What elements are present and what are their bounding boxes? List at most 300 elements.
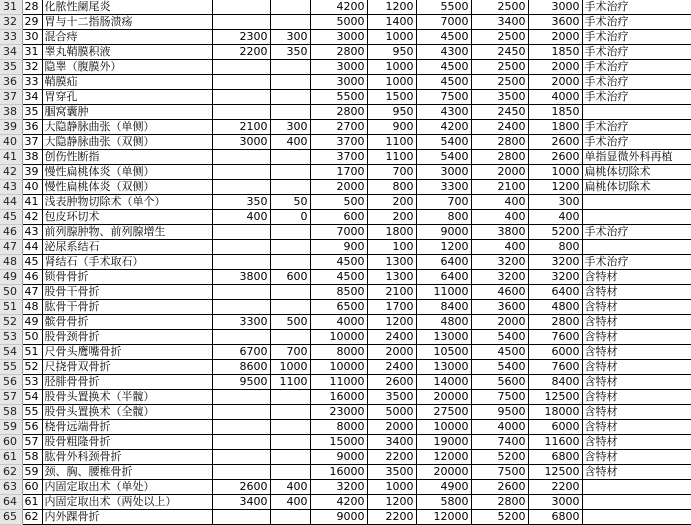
cell-value[interactable]: 56	[22, 420, 42, 435]
cell-value[interactable]	[212, 150, 270, 165]
cell-value[interactable]: 6000	[528, 345, 582, 360]
cell-value[interactable]: 3400	[471, 15, 528, 30]
cell-item-name[interactable]: 股骨干骨折	[42, 285, 212, 300]
cell-item-name[interactable]: 慢性扁桃体炎（双侧）	[42, 180, 212, 195]
cell-value[interactable]: 2600	[471, 480, 528, 495]
cell-value[interactable]: 4500	[416, 75, 471, 90]
cell-value[interactable]: 2800	[471, 135, 528, 150]
row-header[interactable]: 60	[0, 435, 22, 450]
cell-value[interactable]	[270, 405, 310, 420]
cell-value[interactable]: 1100	[270, 375, 310, 390]
cell-value[interactable]: 7500	[471, 465, 528, 480]
cell-value[interactable]: 1400	[367, 15, 416, 30]
cell-value[interactable]: 41	[22, 195, 42, 210]
cell-value[interactable]: 200	[367, 210, 416, 225]
cell-value[interactable]	[270, 510, 310, 525]
cell-value[interactable]	[212, 15, 270, 30]
cell-value[interactable]: 1000	[367, 60, 416, 75]
cell-value[interactable]: 2600	[212, 480, 270, 495]
cell-value[interactable]: 2600	[367, 375, 416, 390]
cell-value[interactable]: 5400	[471, 360, 528, 375]
cell-value[interactable]: 16000	[310, 390, 367, 405]
cell-value[interactable]: 1000	[367, 30, 416, 45]
cell-item-name[interactable]: 慢性扁桃体炎（单侧）	[42, 165, 212, 180]
cell-item-name[interactable]: 包皮环切术	[42, 210, 212, 225]
row-header[interactable]: 50	[0, 285, 22, 300]
cell-value[interactable]: 400	[270, 135, 310, 150]
cell-remark[interactable]: 手术治疗	[582, 255, 691, 270]
cell-value[interactable]	[270, 150, 310, 165]
row-header[interactable]: 46	[0, 225, 22, 240]
cell-remark[interactable]: 扁桃体切除术	[582, 180, 691, 195]
cell-remark[interactable]	[582, 495, 691, 510]
cell-value[interactable]: 5200	[528, 225, 582, 240]
cell-item-name[interactable]: 化脓性阑尾炎	[42, 0, 212, 15]
row-header[interactable]: 40	[0, 135, 22, 150]
cell-value[interactable]	[270, 255, 310, 270]
cell-value[interactable]: 1500	[367, 90, 416, 105]
cell-value[interactable]: 5800	[416, 495, 471, 510]
cell-value[interactable]: 31	[22, 45, 42, 60]
cell-value[interactable]: 2500	[471, 60, 528, 75]
cell-value[interactable]: 7500	[471, 390, 528, 405]
row-header[interactable]: 57	[0, 390, 22, 405]
cell-item-name[interactable]: 内固定取出术（两处以上）	[42, 495, 212, 510]
cell-value[interactable]: 950	[367, 105, 416, 120]
cell-value[interactable]: 9500	[471, 405, 528, 420]
cell-value[interactable]	[212, 435, 270, 450]
cell-value[interactable]	[270, 180, 310, 195]
cell-value[interactable]: 5500	[416, 0, 471, 15]
row-header[interactable]: 38	[0, 105, 22, 120]
cell-item-name[interactable]: 前列腺肿物、前列腺增生	[42, 225, 212, 240]
cell-value[interactable]: 2400	[471, 120, 528, 135]
cell-value[interactable]: 600	[270, 270, 310, 285]
cell-value[interactable]: 700	[416, 195, 471, 210]
row-header[interactable]: 37	[0, 90, 22, 105]
cell-item-name[interactable]: 锁骨骨折	[42, 270, 212, 285]
cell-remark[interactable]: 含特材	[582, 450, 691, 465]
cell-value[interactable]: 7400	[471, 435, 528, 450]
cell-value[interactable]: 400	[528, 210, 582, 225]
cell-value[interactable]: 34	[22, 90, 42, 105]
cell-value[interactable]: 2450	[471, 105, 528, 120]
cell-value[interactable]: 900	[367, 120, 416, 135]
cell-value[interactable]	[212, 300, 270, 315]
row-header[interactable]: 48	[0, 255, 22, 270]
cell-value[interactable]: 900	[310, 240, 367, 255]
cell-value[interactable]: 30	[22, 30, 42, 45]
cell-remark[interactable]: 手术治疗	[582, 225, 691, 240]
cell-value[interactable]: 6800	[528, 450, 582, 465]
cell-item-name[interactable]: 股骨头置换术（半髋）	[42, 390, 212, 405]
cell-item-name[interactable]: 股骨头置换术（全髋）	[42, 405, 212, 420]
cell-item-name[interactable]: 混合痔	[42, 30, 212, 45]
cell-value[interactable]: 1300	[367, 255, 416, 270]
cell-value[interactable]: 1200	[416, 240, 471, 255]
cell-value[interactable]: 2200	[528, 480, 582, 495]
cell-value[interactable]: 7600	[528, 330, 582, 345]
cell-value[interactable]: 4600	[471, 285, 528, 300]
cell-value[interactable]	[212, 255, 270, 270]
row-header[interactable]: 54	[0, 345, 22, 360]
cell-value[interactable]	[212, 225, 270, 240]
cell-value[interactable]: 3800	[212, 270, 270, 285]
cell-value[interactable]: 16000	[310, 465, 367, 480]
cell-value[interactable]: 3200	[528, 270, 582, 285]
cell-value[interactable]: 700	[367, 165, 416, 180]
cell-value[interactable]: 19000	[416, 435, 471, 450]
cell-value[interactable]: 33	[22, 75, 42, 90]
cell-value[interactable]: 4800	[416, 315, 471, 330]
cell-value[interactable]: 1000	[367, 75, 416, 90]
cell-value[interactable]: 2000	[367, 345, 416, 360]
cell-value[interactable]: 8500	[310, 285, 367, 300]
row-header[interactable]: 45	[0, 210, 22, 225]
cell-value[interactable]: 6400	[416, 255, 471, 270]
cell-value[interactable]: 800	[416, 210, 471, 225]
cell-item-name[interactable]: 大隐静脉曲张（双侧）	[42, 135, 212, 150]
cell-value[interactable]: 7000	[416, 15, 471, 30]
cell-value[interactable]: 5000	[367, 405, 416, 420]
cell-value[interactable]	[270, 60, 310, 75]
cell-item-name[interactable]: 尺骨头鹰嘴骨折	[42, 345, 212, 360]
cell-remark[interactable]: 手术治疗	[582, 45, 691, 60]
cell-value[interactable]	[212, 420, 270, 435]
cell-value[interactable]: 11600	[528, 435, 582, 450]
cell-remark[interactable]: 含特材	[582, 420, 691, 435]
cell-value[interactable]: 57	[22, 435, 42, 450]
cell-value[interactable]: 400	[270, 495, 310, 510]
cell-value[interactable]: 2000	[528, 60, 582, 75]
cell-remark[interactable]: 含特材	[582, 330, 691, 345]
cell-value[interactable]: 11000	[310, 375, 367, 390]
cell-value[interactable]: 12500	[528, 465, 582, 480]
cell-value[interactable]: 3500	[367, 390, 416, 405]
cell-item-name[interactable]: 肾结石（手术取石）	[42, 255, 212, 270]
cell-remark[interactable]: 手术治疗	[582, 120, 691, 135]
cell-value[interactable]: 3000	[310, 30, 367, 45]
cell-value[interactable]: 1850	[528, 105, 582, 120]
cell-value[interactable]: 2000	[471, 315, 528, 330]
cell-value[interactable]: 52	[22, 360, 42, 375]
cell-value[interactable]: 2100	[471, 180, 528, 195]
cell-value[interactable]: 6700	[212, 345, 270, 360]
cell-value[interactable]: 3400	[367, 435, 416, 450]
cell-value[interactable]: 800	[367, 180, 416, 195]
cell-item-name[interactable]: 颈、胸、腰椎骨折	[42, 465, 212, 480]
cell-value[interactable]: 2600	[528, 150, 582, 165]
cell-value[interactable]	[270, 0, 310, 15]
cell-value[interactable]: 5200	[471, 450, 528, 465]
cell-value[interactable]: 55	[22, 405, 42, 420]
cell-value[interactable]	[212, 180, 270, 195]
cell-remark[interactable]: 手术治疗	[582, 60, 691, 75]
cell-remark[interactable]: 手术治疗	[582, 30, 691, 45]
cell-value[interactable]: 4000	[528, 90, 582, 105]
cell-value[interactable]: 3000	[528, 495, 582, 510]
cell-remark[interactable]: 手术治疗	[582, 75, 691, 90]
cell-value[interactable]: 4000	[471, 420, 528, 435]
row-header[interactable]: 53	[0, 330, 22, 345]
row-header[interactable]: 47	[0, 240, 22, 255]
cell-value[interactable]: 12500	[528, 390, 582, 405]
cell-value[interactable]: 1800	[367, 225, 416, 240]
cell-value[interactable]	[270, 300, 310, 315]
cell-value[interactable]: 23000	[310, 405, 367, 420]
cell-remark[interactable]: 手术治疗	[582, 135, 691, 150]
cell-value[interactable]	[270, 465, 310, 480]
cell-value[interactable]: 5200	[471, 510, 528, 525]
cell-value[interactable]	[212, 0, 270, 15]
cell-value[interactable]: 6500	[310, 300, 367, 315]
row-header[interactable]: 64	[0, 495, 22, 510]
cell-item-name[interactable]: 股骨颈骨折	[42, 330, 212, 345]
cell-value[interactable]: 4200	[416, 120, 471, 135]
cell-value[interactable]	[212, 450, 270, 465]
row-header[interactable]: 59	[0, 420, 22, 435]
row-header[interactable]: 39	[0, 120, 22, 135]
cell-remark[interactable]: 单指显微外科再植	[582, 150, 691, 165]
cell-value[interactable]: 300	[528, 195, 582, 210]
cell-item-name[interactable]: 胃与十二指肠溃疡	[42, 15, 212, 30]
cell-value[interactable]: 500	[310, 195, 367, 210]
cell-value[interactable]: 6400	[416, 270, 471, 285]
cell-remark[interactable]: 扁桃体切除术	[582, 165, 691, 180]
cell-value[interactable]: 2000	[528, 30, 582, 45]
cell-value[interactable]	[212, 240, 270, 255]
cell-value[interactable]: 38	[22, 150, 42, 165]
row-header[interactable]: 33	[0, 30, 22, 45]
cell-value[interactable]: 600	[310, 210, 367, 225]
cell-value[interactable]: 58	[22, 450, 42, 465]
cell-value[interactable]: 800	[528, 240, 582, 255]
cell-value[interactable]: 5600	[471, 375, 528, 390]
cell-value[interactable]: 1000	[367, 480, 416, 495]
cell-remark[interactable]	[582, 210, 691, 225]
cell-value[interactable]: 4300	[416, 45, 471, 60]
cell-value[interactable]: 48	[22, 300, 42, 315]
cell-value[interactable]: 400	[212, 210, 270, 225]
cell-value[interactable]: 3000	[310, 60, 367, 75]
cell-value[interactable]	[270, 225, 310, 240]
cell-value[interactable]: 2400	[367, 360, 416, 375]
cell-remark[interactable]: 含特材	[582, 435, 691, 450]
cell-remark[interactable]	[582, 105, 691, 120]
row-header[interactable]: 34	[0, 45, 22, 60]
cell-value[interactable]: 1200	[367, 0, 416, 15]
cell-value[interactable]: 5000	[310, 15, 367, 30]
cell-remark[interactable]: 含特材	[582, 270, 691, 285]
cell-value[interactable]: 35	[22, 105, 42, 120]
cell-value[interactable]	[270, 330, 310, 345]
cell-remark[interactable]: 含特材	[582, 285, 691, 300]
cell-value[interactable]: 2000	[528, 75, 582, 90]
cell-value[interactable]: 32	[22, 60, 42, 75]
cell-value[interactable]	[212, 405, 270, 420]
cell-value[interactable]: 10000	[310, 330, 367, 345]
cell-value[interactable]: 400	[471, 210, 528, 225]
row-header[interactable]: 58	[0, 405, 22, 420]
cell-item-name[interactable]: 肱骨外科颈骨折	[42, 450, 212, 465]
cell-value[interactable]	[212, 285, 270, 300]
cell-value[interactable]: 9000	[416, 225, 471, 240]
cell-value[interactable]: 20000	[416, 390, 471, 405]
row-header[interactable]: 52	[0, 315, 22, 330]
cell-value[interactable]: 2450	[471, 45, 528, 60]
cell-value[interactable]: 4900	[416, 480, 471, 495]
row-header[interactable]: 35	[0, 60, 22, 75]
cell-value[interactable]: 1700	[367, 300, 416, 315]
cell-value[interactable]: 13000	[416, 360, 471, 375]
cell-remark[interactable]: 手术治疗	[582, 90, 691, 105]
cell-value[interactable]: 27500	[416, 405, 471, 420]
cell-value[interactable]: 2800	[310, 45, 367, 60]
cell-value[interactable]: 1100	[367, 135, 416, 150]
cell-item-name[interactable]: 桡骨远端骨折	[42, 420, 212, 435]
cell-remark[interactable]: 含特材	[582, 300, 691, 315]
cell-remark[interactable]: 含特材	[582, 315, 691, 330]
cell-value[interactable]	[270, 15, 310, 30]
cell-value[interactable]: 2100	[212, 120, 270, 135]
row-header[interactable]: 56	[0, 375, 22, 390]
cell-value[interactable]	[270, 435, 310, 450]
cell-value[interactable]: 1800	[528, 120, 582, 135]
cell-value[interactable]	[270, 90, 310, 105]
cell-value[interactable]: 7600	[528, 360, 582, 375]
cell-value[interactable]: 3000	[416, 165, 471, 180]
cell-value[interactable]: 2200	[367, 450, 416, 465]
cell-value[interactable]: 1000	[528, 165, 582, 180]
cell-value[interactable]: 62	[22, 510, 42, 525]
cell-value[interactable]: 40	[22, 180, 42, 195]
cell-value[interactable]: 4200	[310, 0, 367, 15]
row-header[interactable]: 41	[0, 150, 22, 165]
cell-value[interactable]: 9000	[310, 450, 367, 465]
cell-value[interactable]: 1200	[528, 180, 582, 195]
row-header[interactable]: 42	[0, 165, 22, 180]
cell-value[interactable]: 10000	[310, 360, 367, 375]
cell-value[interactable]: 3700	[310, 150, 367, 165]
cell-item-name[interactable]: 尺挠骨双骨折	[42, 360, 212, 375]
cell-value[interactable]: 44	[22, 240, 42, 255]
cell-value[interactable]	[270, 75, 310, 90]
cell-value[interactable]: 4500	[310, 270, 367, 285]
cell-value[interactable]: 3300	[212, 315, 270, 330]
cell-value[interactable]: 2200	[367, 510, 416, 525]
cell-value[interactable]: 2000	[367, 420, 416, 435]
cell-value[interactable]: 3000	[310, 75, 367, 90]
cell-value[interactable]: 11000	[416, 285, 471, 300]
cell-value[interactable]: 4000	[310, 315, 367, 330]
cell-value[interactable]: 1200	[367, 495, 416, 510]
cell-item-name[interactable]: 股骨粗隆骨折	[42, 435, 212, 450]
row-header[interactable]: 61	[0, 450, 22, 465]
cell-value[interactable]: 3200	[310, 480, 367, 495]
cell-value[interactable]: 3600	[528, 15, 582, 30]
cell-value[interactable]: 8000	[310, 420, 367, 435]
cell-value[interactable]: 3500	[471, 90, 528, 105]
cell-value[interactable]: 4800	[528, 300, 582, 315]
cell-value[interactable]: 12000	[416, 510, 471, 525]
cell-value[interactable]: 9500	[212, 375, 270, 390]
cell-item-name[interactable]: 肱骨干骨折	[42, 300, 212, 315]
cell-value[interactable]: 350	[270, 45, 310, 60]
cell-remark[interactable]: 含特材	[582, 375, 691, 390]
cell-value[interactable]: 10500	[416, 345, 471, 360]
cell-value[interactable]: 4500	[416, 30, 471, 45]
cell-value[interactable]	[270, 105, 310, 120]
cell-value[interactable]: 12000	[416, 450, 471, 465]
cell-value[interactable]: 6000	[528, 420, 582, 435]
cell-value[interactable]	[212, 90, 270, 105]
cell-remark[interactable]: 含特材	[582, 360, 691, 375]
cell-value[interactable]	[270, 390, 310, 405]
cell-value[interactable]: 3200	[528, 255, 582, 270]
cell-value[interactable]: 14000	[416, 375, 471, 390]
cell-value[interactable]: 400	[471, 240, 528, 255]
cell-remark[interactable]: 含特材	[582, 465, 691, 480]
cell-remark[interactable]: 手术治疗	[582, 15, 691, 30]
cell-value[interactable]: 39	[22, 165, 42, 180]
cell-value[interactable]: 1700	[310, 165, 367, 180]
cell-item-name[interactable]: 浅表肿物切除术（单个）	[42, 195, 212, 210]
cell-value[interactable]: 3800	[471, 225, 528, 240]
cell-value[interactable]: 8400	[528, 375, 582, 390]
cell-value[interactable]: 2800	[471, 495, 528, 510]
cell-value[interactable]: 4500	[416, 60, 471, 75]
cell-value[interactable]: 6400	[528, 285, 582, 300]
row-header[interactable]: 44	[0, 195, 22, 210]
cell-item-name[interactable]: 睾丸鞘膜积液	[42, 45, 212, 60]
cell-value[interactable]: 61	[22, 495, 42, 510]
cell-remark[interactable]	[582, 240, 691, 255]
cell-value[interactable]: 15000	[310, 435, 367, 450]
cell-value[interactable]: 950	[367, 45, 416, 60]
cell-value[interactable]: 50	[270, 195, 310, 210]
row-header[interactable]: 32	[0, 15, 22, 30]
cell-value[interactable]: 7000	[310, 225, 367, 240]
cell-item-name[interactable]: 髌骨骨折	[42, 315, 212, 330]
cell-remark[interactable]: 手术治疗	[582, 0, 691, 15]
cell-value[interactable]: 54	[22, 390, 42, 405]
cell-value[interactable]: 28	[22, 0, 42, 15]
row-header[interactable]: 43	[0, 180, 22, 195]
cell-item-name[interactable]: 胫腓骨骨折	[42, 375, 212, 390]
cell-value[interactable]: 200	[367, 195, 416, 210]
cell-value[interactable]: 60	[22, 480, 42, 495]
cell-value[interactable]	[212, 75, 270, 90]
cell-value[interactable]: 2600	[528, 135, 582, 150]
cell-value[interactable]: 51	[22, 345, 42, 360]
row-header[interactable]: 49	[0, 270, 22, 285]
cell-value[interactable]	[270, 450, 310, 465]
cell-value[interactable]: 2400	[367, 330, 416, 345]
cell-value[interactable]: 4200	[310, 495, 367, 510]
cell-value[interactable]: 20000	[416, 465, 471, 480]
cell-value[interactable]: 300	[270, 120, 310, 135]
cell-value[interactable]: 2800	[528, 315, 582, 330]
cell-value[interactable]: 7500	[416, 90, 471, 105]
cell-value[interactable]: 2000	[471, 165, 528, 180]
cell-value[interactable]: 36	[22, 120, 42, 135]
cell-value[interactable]: 3200	[471, 270, 528, 285]
cell-value[interactable]: 3200	[471, 255, 528, 270]
cell-value[interactable]	[270, 165, 310, 180]
cell-value[interactable]: 46	[22, 270, 42, 285]
cell-remark[interactable]: 含特材	[582, 390, 691, 405]
cell-item-name[interactable]: 隐睾（腹膜外）	[42, 60, 212, 75]
